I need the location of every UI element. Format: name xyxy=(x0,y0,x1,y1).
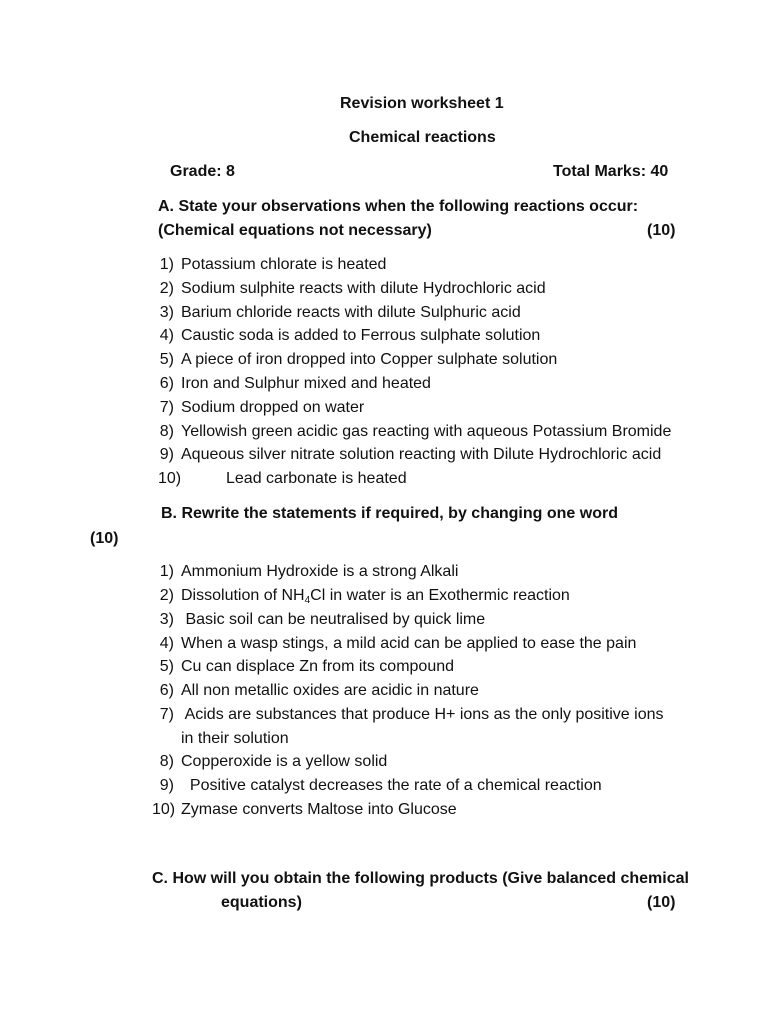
section-a-heading: A. State your observations when the following reactions occur: xyxy=(158,198,639,215)
list-item: 9) Positive catalyst decreases the rate of a chemical reaction xyxy=(159,777,602,794)
list-item: 1) Ammonium Hydroxide is a strong Alkali xyxy=(159,563,459,580)
list-item: 5) Cu can displace Zn from its compound xyxy=(159,658,455,675)
list-item: 2) Dissolution of $NH_4Cl$ in water is an Exothermic reaction xyxy=(159,587,570,606)
section-c-subheading: equations) xyxy=(221,894,302,911)
section-b-marks: (10) xyxy=(90,530,119,547)
list-item: 9) Aqueous silver nitrate solution reacting with Dilute Hydrochloric acid xyxy=(159,446,662,463)
list-item: 3) Barium chloride reacts with dilute Sulphuric acid xyxy=(159,304,521,321)
list-item: 8) Copperoxide is a yellow solid xyxy=(159,753,388,770)
list-item: 1) Potassium chlorate is heated xyxy=(159,256,387,273)
list-item: 10) Lead carbonate is heated xyxy=(158,470,407,487)
list-item: 3) Basic soil can be neutralised by quick lime xyxy=(159,611,486,628)
section-c-heading: C. How will you obtain the following products (Give balanced chemical xyxy=(152,870,689,887)
list-item: 5) A piece of iron dropped into Copper sulphate solution xyxy=(159,351,558,368)
list-item: 8) Yellowish green acidic gas reacting with aqueous Potassium Bromide xyxy=(159,423,672,440)
list-item: 6) All non metallic oxides are acidic in nature xyxy=(159,682,479,699)
section-a-marks: (10) xyxy=(647,222,676,239)
list-item: 4) Caustic soda is added to Ferrous sulphate solution xyxy=(159,327,541,344)
section-c-marks: (10) xyxy=(647,894,676,911)
worksheet-title: Revision worksheet 1 xyxy=(340,95,504,112)
list-item: 4) When a wasp stings, a mild acid can be applied to ease the pain xyxy=(159,635,637,652)
list-item: 7) Acids are substances that produce H+ ions as the only positive ions xyxy=(159,706,664,723)
worksheet-subtitle: Chemical reactions xyxy=(349,129,496,146)
list-item: 6) Iron and Sulphur mixed and heated xyxy=(159,375,431,392)
list-item: 7) Sodium dropped on water xyxy=(159,399,365,416)
list-item-continuation: in their solution xyxy=(181,730,289,747)
list-item: 10) Zymase converts Maltose into Glucose xyxy=(152,801,457,818)
section-b-heading: B. Rewrite the statements if required, by changing one word xyxy=(161,505,618,522)
grade-label: Grade: 8 xyxy=(170,163,235,180)
total-marks-label: Total Marks: 40 xyxy=(553,163,669,180)
section-a-subheading: (Chemical equations not necessary) xyxy=(158,222,432,239)
list-item: 2) Sodium sulphite reacts with dilute Hydrochloric acid xyxy=(159,280,546,297)
